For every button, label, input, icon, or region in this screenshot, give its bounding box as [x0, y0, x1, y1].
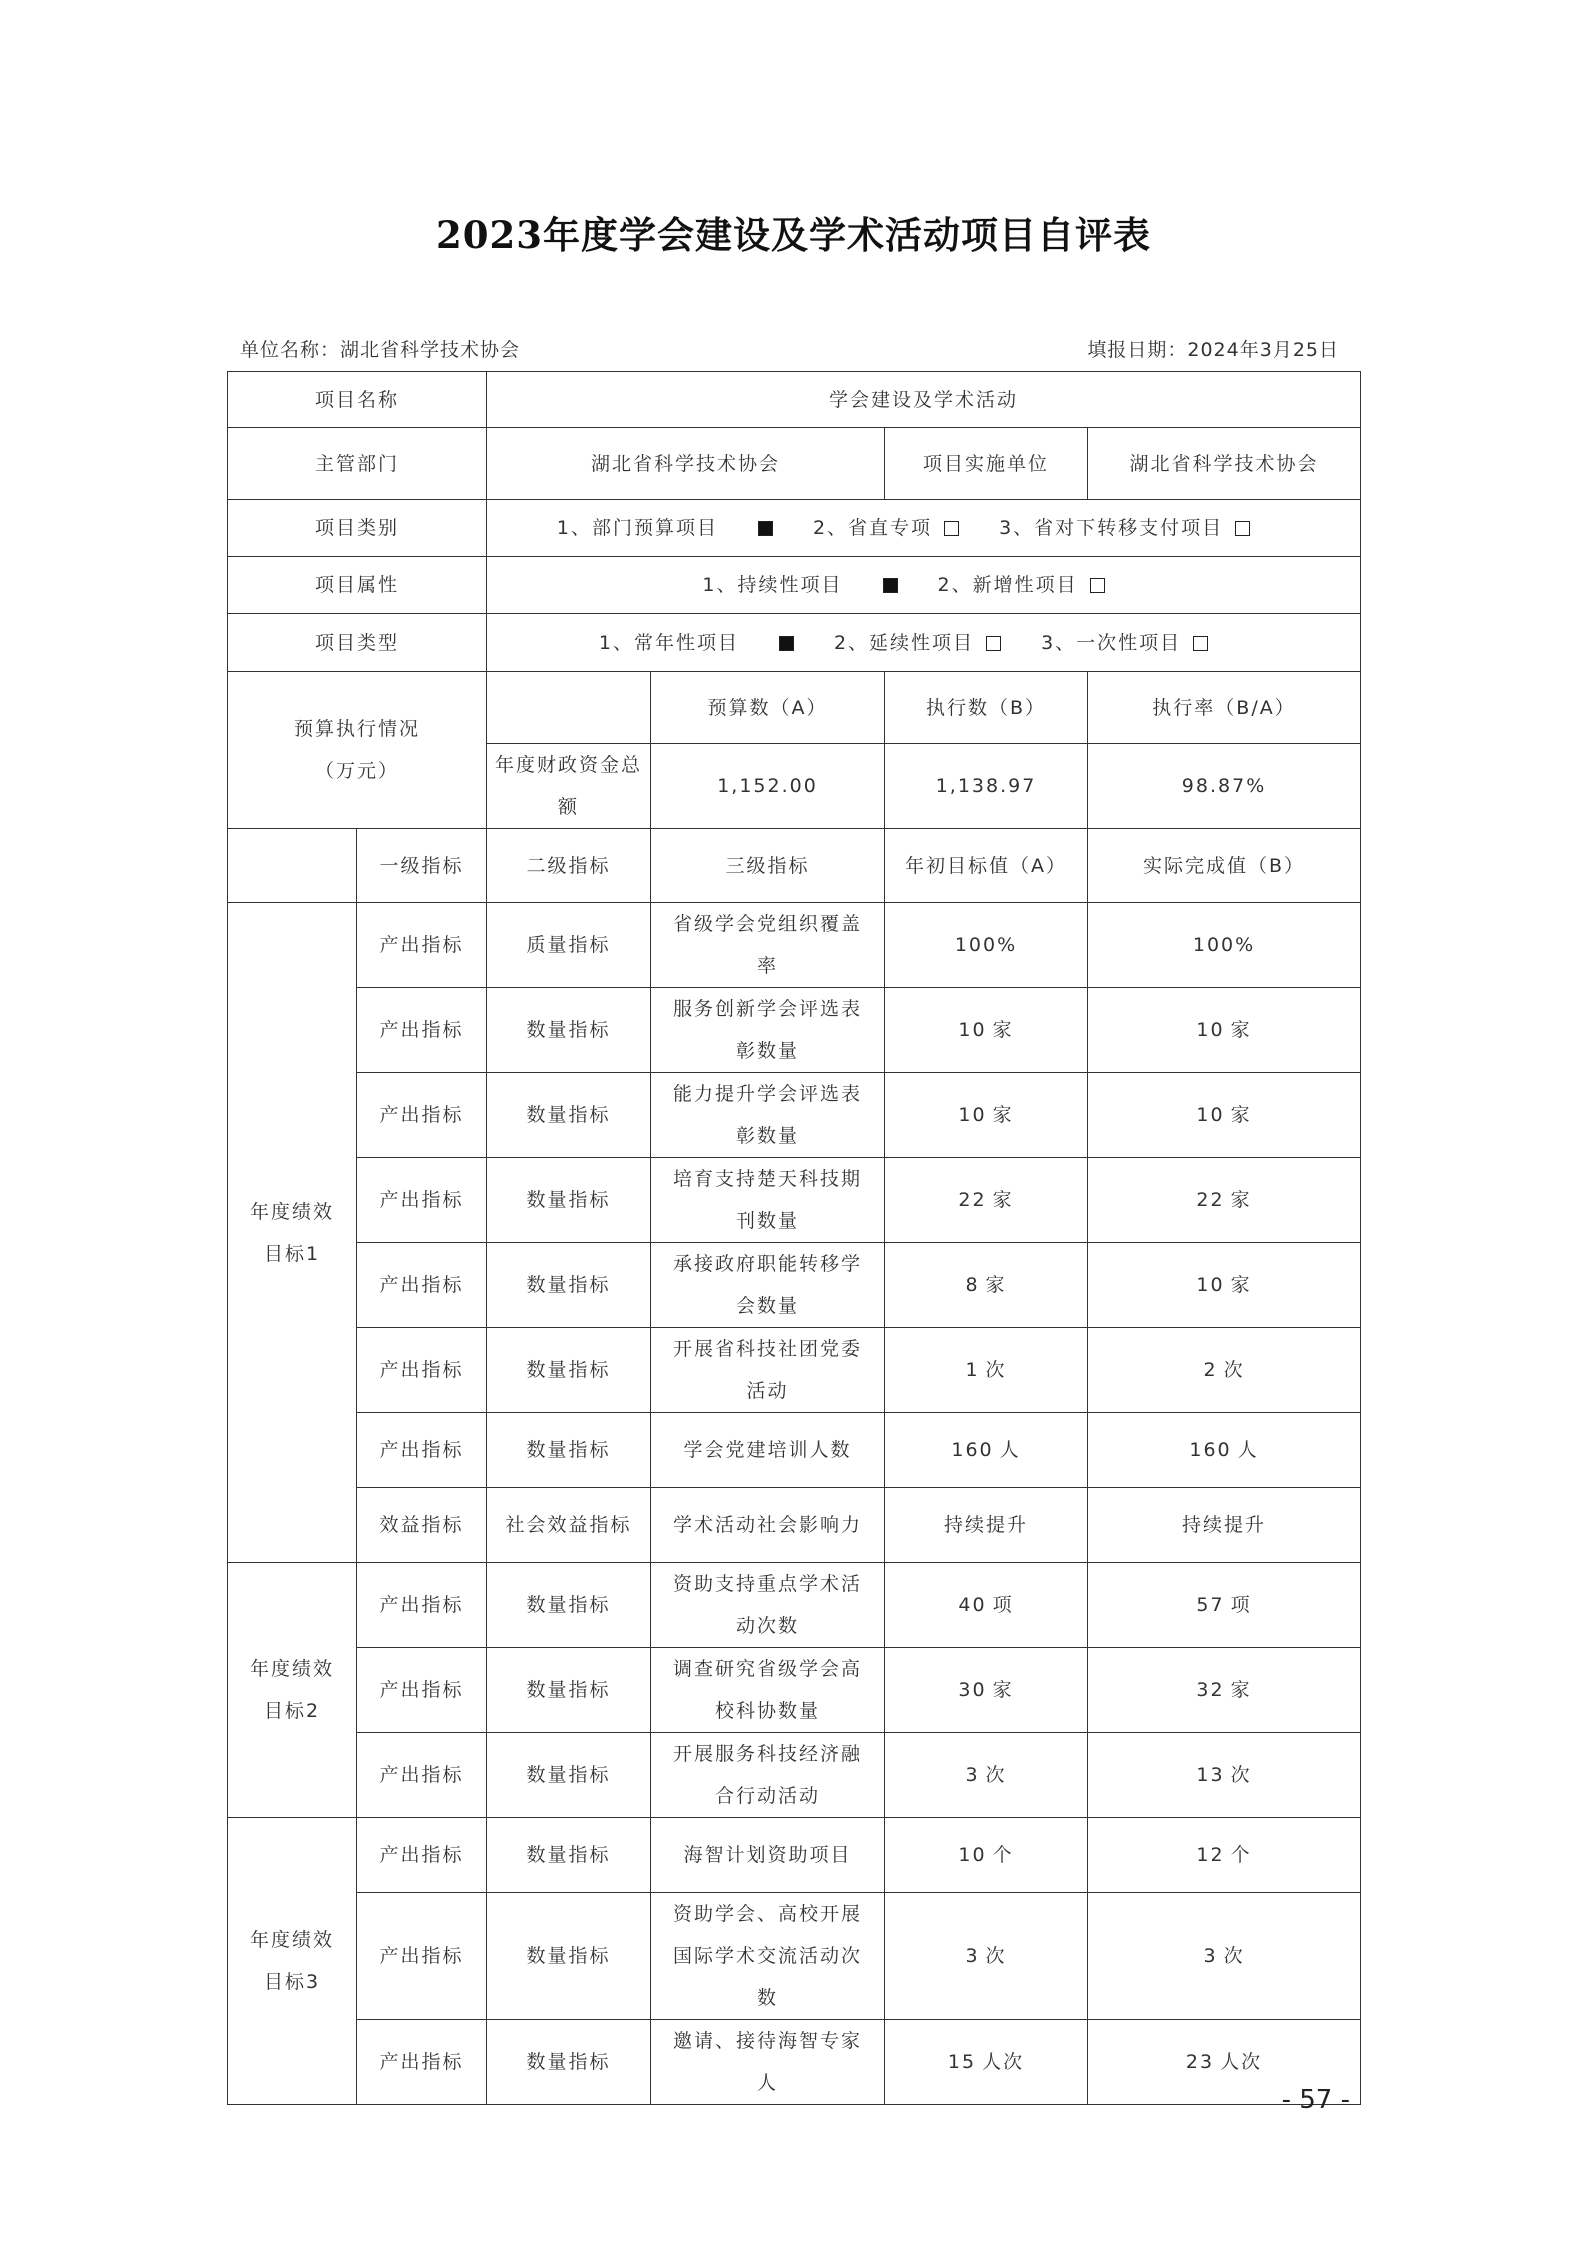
indicator-l2: 数量指标	[487, 1243, 651, 1328]
target-value-number: 22	[958, 1189, 987, 1211]
budget-b: 1,138.97	[885, 744, 1088, 829]
indicator-l1: 产出指标	[357, 1243, 487, 1328]
checked-box-icon	[883, 578, 898, 593]
indicator-l1: 产出指标	[357, 988, 487, 1073]
budget-label	[228, 672, 487, 829]
project-name-label: 项目名称	[228, 372, 487, 428]
option-label: 1、部门预算项目	[556, 517, 718, 539]
indicator-l3: 调查研究省级学会高校科协数量	[651, 1648, 885, 1733]
target-value	[885, 1158, 1088, 1243]
goal-label: 年度绩效目标3	[228, 1818, 357, 2105]
actual-value	[1088, 1413, 1361, 1488]
budget-label-line2: （万元）	[315, 760, 400, 782]
indicator-l1: 产出指标	[357, 903, 487, 988]
header-l1: 一级指标	[357, 829, 487, 903]
indicator-l1: 效益指标	[357, 1488, 487, 1563]
target-value	[885, 1488, 1088, 1563]
option-item	[557, 507, 813, 549]
target-value-number: 8	[965, 1274, 980, 1296]
option-item	[999, 507, 1290, 549]
option-item	[813, 507, 999, 549]
actual-value	[1088, 1488, 1361, 1563]
actual-value-number: 10	[1196, 1019, 1225, 1041]
indicator-l3: 承接政府职能转移学会数量	[651, 1243, 885, 1328]
target-value-unit: 次	[985, 1359, 1007, 1381]
actual-value-number: 12	[1196, 1844, 1225, 1866]
target-value-number: 1	[965, 1359, 980, 1381]
indicator-l2: 数量指标	[487, 1733, 651, 1818]
table-row	[228, 1563, 1361, 1648]
target-value-number: 3	[965, 1945, 980, 1967]
option-label: 2、延续性项目	[833, 631, 975, 654]
dept-label: 主管部门	[228, 428, 487, 500]
target-value-number: 160	[951, 1439, 994, 1461]
actual-value-number: 2	[1203, 1359, 1218, 1381]
fill-date: 填报日期：2024年3月25日	[1087, 339, 1339, 361]
table-row	[228, 1073, 1361, 1158]
actual-value-unit: 次	[1230, 1764, 1252, 1786]
target-value	[885, 903, 1088, 988]
table-row	[228, 1893, 1361, 2020]
table-row	[228, 1648, 1361, 1733]
budget-label-line1: 预算执行情况	[294, 718, 421, 740]
header-l2: 二级指标	[487, 829, 651, 903]
indicator-l2: 数量指标	[487, 1648, 651, 1733]
actual-value-number: 160	[1189, 1439, 1232, 1461]
target-value-number: 3	[965, 1764, 980, 1786]
actual-value-number: 3	[1203, 1945, 1218, 1967]
table-row	[228, 903, 1361, 988]
table-row	[228, 1488, 1361, 1563]
indicator-l3: 学会党建培训人数	[651, 1413, 885, 1488]
target-value	[885, 1413, 1088, 1488]
page-number: - 57 -	[1281, 2085, 1350, 2115]
budget-row-label: 年度财政资金总额	[487, 744, 651, 829]
indicator-l1: 产出指标	[357, 1648, 487, 1733]
page-title: 2023年度学会建设及学术活动项目自评表	[436, 213, 1151, 257]
target-value-unit: 家	[992, 1019, 1014, 1041]
header-actual: 实际完成值（B）	[1088, 829, 1361, 903]
target-value-number: 100%	[954, 934, 1018, 956]
target-value-number: 10	[958, 1019, 987, 1041]
actual-value	[1088, 988, 1361, 1073]
target-value	[885, 1818, 1088, 1893]
table-row	[228, 2020, 1361, 2105]
target-value	[885, 1073, 1088, 1158]
project-name-value: 学会建设及学术活动	[487, 372, 1361, 428]
actual-value	[1088, 1648, 1361, 1733]
indicator-l1: 产出指标	[357, 1563, 487, 1648]
actual-value-number: 100%	[1192, 934, 1256, 956]
option-label: 2、省直专项	[812, 517, 933, 539]
option-label: 1、常年性项目	[598, 631, 739, 654]
option-label: 3、一次性项目	[1041, 631, 1182, 654]
impl-unit-label: 项目实施单位	[885, 428, 1088, 500]
indicator-l3: 海智计划资助项目	[651, 1818, 885, 1893]
actual-value	[1088, 1073, 1361, 1158]
option-item	[599, 622, 834, 664]
indicator-l1: 产出指标	[357, 1413, 487, 1488]
attribute-options	[487, 557, 1361, 614]
target-value-unit: 次	[985, 1764, 1007, 1786]
actual-value-number: 13	[1196, 1764, 1225, 1786]
indicator-l3: 省级学会党组织覆盖率	[651, 903, 885, 988]
option-item	[834, 622, 1041, 664]
actual-value-number: 23	[1185, 2051, 1215, 2073]
actual-value-unit: 家	[1230, 1679, 1252, 1701]
option-label: 2、新增性项目	[937, 574, 1078, 596]
table-row	[228, 1818, 1361, 1893]
actual-value	[1088, 903, 1361, 988]
target-value	[885, 1893, 1088, 2020]
target-value-number: 10	[958, 1104, 987, 1126]
option-label: 3、省对下转移支付项目	[999, 517, 1224, 539]
unchecked-box-icon	[1235, 521, 1250, 536]
table-row	[228, 1243, 1361, 1328]
goal-label: 年度绩效目标2	[228, 1563, 357, 1818]
actual-value	[1088, 1328, 1361, 1413]
indicator-l2: 数量指标	[487, 988, 651, 1073]
actual-value-number: 57	[1196, 1594, 1225, 1616]
attribute-label: 项目属性	[228, 557, 487, 614]
indicator-l2: 质量指标	[487, 903, 651, 988]
indicator-l2: 数量指标	[487, 1818, 651, 1893]
target-value-unit: 次	[985, 1945, 1007, 1967]
target-value	[885, 1733, 1088, 1818]
target-value-number: 15	[947, 2051, 977, 2073]
goal-label: 年度绩效目标1	[228, 903, 357, 1563]
indicator-l1: 产出指标	[357, 1328, 487, 1413]
unchecked-box-icon	[1090, 578, 1105, 593]
target-value	[885, 1243, 1088, 1328]
indicator-l2: 数量指标	[487, 1413, 651, 1488]
target-value-unit: 人	[999, 1439, 1021, 1461]
indicator-l2: 数量指标	[487, 1563, 651, 1648]
actual-value-unit: 家	[1230, 1274, 1252, 1296]
header-blank-cell	[228, 829, 357, 903]
checked-box-icon	[779, 636, 794, 651]
actual-value-number: 10	[1196, 1274, 1225, 1296]
target-value-unit: 持续提升	[944, 1514, 1029, 1536]
indicator-l1: 产出指标	[357, 1818, 487, 1893]
type-options	[487, 614, 1361, 672]
indicator-l1: 产出指标	[357, 1893, 487, 2020]
indicator-l3: 服务创新学会评选表彰数量	[651, 988, 885, 1073]
target-value	[885, 1328, 1088, 1413]
indicator-l1: 产出指标	[357, 1733, 487, 1818]
actual-value	[1088, 1733, 1361, 1818]
option-item	[702, 564, 937, 606]
checked-box-icon	[758, 521, 773, 536]
actual-value-number: 32	[1196, 1679, 1225, 1701]
actual-value	[1088, 1818, 1361, 1893]
indicator-l3: 邀请、接待海智专家人	[651, 2020, 885, 2105]
indicator-l3: 培育支持楚天科技期刊数量	[651, 1158, 885, 1243]
indicator-l2: 数量指标	[487, 2020, 651, 2105]
unchecked-box-icon	[1193, 636, 1208, 651]
actual-value-unit: 项	[1230, 1594, 1252, 1616]
actual-value-number: 22	[1196, 1189, 1225, 1211]
unchecked-box-icon	[944, 521, 959, 536]
unchecked-box-icon	[986, 636, 1001, 651]
indicator-l3: 能力提升学会评选表彰数量	[651, 1073, 885, 1158]
actual-value-unit: 人次	[1220, 2051, 1263, 2073]
indicator-l2: 数量指标	[487, 1073, 651, 1158]
target-value-unit: 家	[992, 1679, 1014, 1701]
header-target: 年初目标值（A）	[885, 829, 1088, 903]
target-value-unit: 家	[992, 1189, 1014, 1211]
indicator-l3: 开展服务科技经济融合行动活动	[651, 1733, 885, 1818]
target-value-unit: 人次	[982, 2051, 1025, 2073]
target-value-unit: 项	[992, 1594, 1014, 1616]
budget-col-b: 执行数（B）	[885, 672, 1088, 744]
option-label: 1、持续性项目	[702, 574, 843, 596]
dept-value: 湖北省科学技术协会	[487, 428, 885, 500]
category-label: 项目类别	[228, 500, 487, 557]
indicator-l1: 产出指标	[357, 1073, 487, 1158]
target-value-number: 40	[958, 1594, 987, 1616]
option-item	[938, 564, 1145, 606]
target-value	[885, 2020, 1088, 2105]
header-l3: 三级指标	[651, 829, 885, 903]
actual-value-unit: 个	[1230, 1844, 1252, 1866]
actual-value	[1088, 1893, 1361, 2020]
target-value-number: 10	[958, 1844, 987, 1866]
unit-name: 单位名称：湖北省科学技术协会	[240, 339, 521, 361]
target-value	[885, 1648, 1088, 1733]
impl-unit-value: 湖北省科学技术协会	[1088, 428, 1361, 500]
target-value	[885, 1563, 1088, 1648]
target-value-number: 30	[958, 1679, 987, 1701]
indicator-l1: 产出指标	[357, 2020, 487, 2105]
type-label: 项目类型	[228, 614, 487, 672]
target-value-unit: 家	[992, 1104, 1014, 1126]
actual-value-unit: 家	[1230, 1189, 1252, 1211]
actual-value-unit: 持续提升	[1182, 1514, 1267, 1536]
indicator-l3: 资助支持重点学术活动次数	[651, 1563, 885, 1648]
indicator-l2: 数量指标	[487, 1158, 651, 1243]
actual-value-unit: 次	[1223, 1359, 1245, 1381]
actual-value	[1088, 1243, 1361, 1328]
indicator-l2: 数量指标	[487, 1328, 651, 1413]
budget-blank-cell	[487, 672, 651, 744]
budget-col-a: 预算数（A）	[651, 672, 885, 744]
table-row	[228, 1158, 1361, 1243]
table-row	[228, 1733, 1361, 1818]
indicator-l1: 产出指标	[357, 1158, 487, 1243]
budget-col-rate: 执行率（B/A）	[1088, 672, 1361, 744]
target-value	[885, 988, 1088, 1073]
budget-a: 1,152.00	[651, 744, 885, 829]
target-value-unit: 家	[985, 1274, 1007, 1296]
evaluation-table	[227, 371, 1361, 2105]
indicator-l2: 数量指标	[487, 1893, 651, 2020]
option-item	[1041, 622, 1248, 664]
indicator-l3: 资助学会、高校开展国际学术交流活动次数	[651, 1893, 885, 2020]
indicator-l2: 社会效益指标	[487, 1488, 651, 1563]
category-options	[487, 500, 1361, 557]
actual-value	[1088, 1158, 1361, 1243]
indicator-l3: 开展省科技社团党委活动	[651, 1328, 885, 1413]
actual-value-unit: 次	[1223, 1945, 1245, 1967]
target-value-unit: 个	[992, 1844, 1014, 1866]
actual-value-unit: 人	[1237, 1439, 1259, 1461]
table-row	[228, 1413, 1361, 1488]
actual-value-number: 10	[1196, 1104, 1225, 1126]
table-row	[228, 1328, 1361, 1413]
actual-value-unit: 家	[1230, 1019, 1252, 1041]
actual-value-unit: 家	[1230, 1104, 1252, 1126]
table-row	[228, 988, 1361, 1073]
indicator-l3: 学术活动社会影响力	[651, 1488, 885, 1563]
actual-value	[1088, 1563, 1361, 1648]
budget-rate: 98.87%	[1088, 744, 1361, 829]
